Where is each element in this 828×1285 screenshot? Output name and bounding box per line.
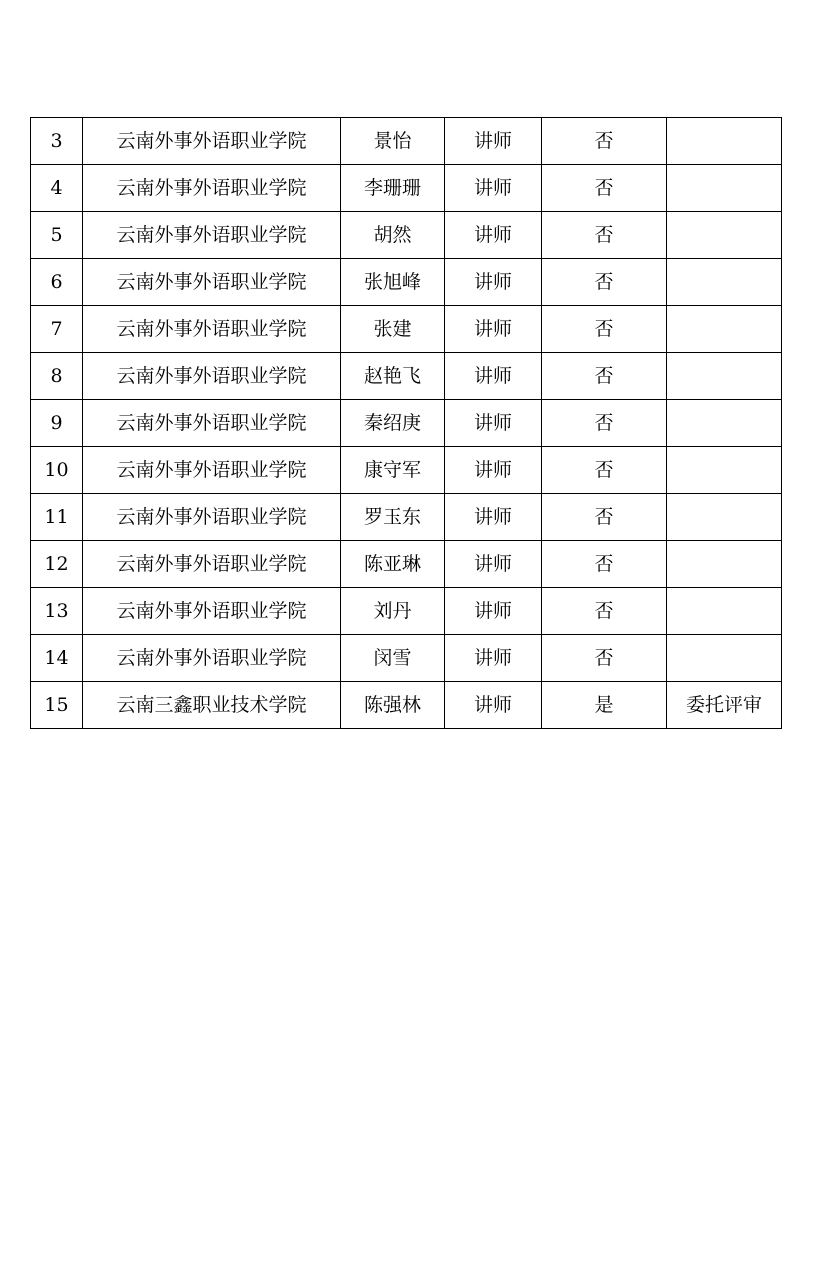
table-row <box>31 353 782 400</box>
flag-cell: 否 <box>542 541 667 588</box>
title-cell: 讲师 <box>445 259 542 306</box>
note-cell <box>667 259 782 306</box>
title-cell: 讲师 <box>445 682 542 729</box>
table-row <box>31 447 782 494</box>
school-cell: 云南外事外语职业学院 <box>83 541 341 588</box>
note-cell <box>667 212 782 259</box>
note-cell: 委托评审 <box>667 682 782 729</box>
school-cell: 云南外事外语职业学院 <box>83 212 341 259</box>
note-cell <box>667 306 782 353</box>
flag-cell: 否 <box>542 306 667 353</box>
table-row <box>31 165 782 212</box>
flag-cell: 否 <box>542 212 667 259</box>
note-cell <box>667 494 782 541</box>
flag-cell: 否 <box>542 494 667 541</box>
title-cell: 讲师 <box>445 494 542 541</box>
title-cell: 讲师 <box>445 635 542 682</box>
name-cell: 胡然 <box>341 212 445 259</box>
row-number-cell: 4 <box>31 165 83 212</box>
row-number-cell: 13 <box>31 588 83 635</box>
flag-cell: 否 <box>542 588 667 635</box>
school-cell: 云南外事外语职业学院 <box>83 306 341 353</box>
flag-cell: 否 <box>542 447 667 494</box>
row-number-cell: 7 <box>31 306 83 353</box>
table-row <box>31 118 782 165</box>
row-number-cell: 3 <box>31 118 83 165</box>
title-cell: 讲师 <box>445 447 542 494</box>
title-cell: 讲师 <box>445 588 542 635</box>
name-cell: 张建 <box>341 306 445 353</box>
row-number-cell: 15 <box>31 682 83 729</box>
name-cell: 陈强林 <box>341 682 445 729</box>
flag-cell: 否 <box>542 635 667 682</box>
school-cell: 云南外事外语职业学院 <box>83 635 341 682</box>
name-cell: 闵雪 <box>341 635 445 682</box>
name-cell: 陈亚琳 <box>341 541 445 588</box>
school-cell: 云南外事外语职业学院 <box>83 494 341 541</box>
title-cell: 讲师 <box>445 118 542 165</box>
name-cell: 刘丹 <box>341 588 445 635</box>
title-cell: 讲师 <box>445 212 542 259</box>
name-cell: 张旭峰 <box>341 259 445 306</box>
row-number-cell: 6 <box>31 259 83 306</box>
note-cell <box>667 165 782 212</box>
table-row <box>31 682 782 729</box>
name-cell: 罗玉东 <box>341 494 445 541</box>
note-cell <box>667 353 782 400</box>
row-number-cell: 8 <box>31 353 83 400</box>
school-cell: 云南外事外语职业学院 <box>83 588 341 635</box>
note-cell <box>667 447 782 494</box>
note-cell <box>667 635 782 682</box>
school-cell: 云南外事外语职业学院 <box>83 165 341 212</box>
name-cell: 康守军 <box>341 447 445 494</box>
school-cell: 云南外事外语职业学院 <box>83 447 341 494</box>
table-row <box>31 635 782 682</box>
title-cell: 讲师 <box>445 353 542 400</box>
name-cell: 李珊珊 <box>341 165 445 212</box>
table-row <box>31 541 782 588</box>
school-cell: 云南外事外语职业学院 <box>83 353 341 400</box>
name-cell: 赵艳飞 <box>341 353 445 400</box>
name-cell: 景怡 <box>341 118 445 165</box>
flag-cell: 否 <box>542 400 667 447</box>
table-row <box>31 259 782 306</box>
note-cell <box>667 541 782 588</box>
flag-cell: 是 <box>542 682 667 729</box>
row-number-cell: 10 <box>31 447 83 494</box>
row-number-cell: 12 <box>31 541 83 588</box>
school-cell: 云南三鑫职业技术学院 <box>83 682 341 729</box>
title-cell: 讲师 <box>445 165 542 212</box>
roster-table <box>30 117 782 729</box>
row-number-cell: 14 <box>31 635 83 682</box>
flag-cell: 否 <box>542 118 667 165</box>
flag-cell: 否 <box>542 353 667 400</box>
roster-table-body <box>31 118 782 729</box>
note-cell <box>667 118 782 165</box>
row-number-cell: 9 <box>31 400 83 447</box>
name-cell: 秦绍庚 <box>341 400 445 447</box>
school-cell: 云南外事外语职业学院 <box>83 118 341 165</box>
title-cell: 讲师 <box>445 541 542 588</box>
note-cell <box>667 588 782 635</box>
title-cell: 讲师 <box>445 306 542 353</box>
note-cell <box>667 400 782 447</box>
flag-cell: 否 <box>542 259 667 306</box>
title-cell: 讲师 <box>445 400 542 447</box>
table-row <box>31 400 782 447</box>
school-cell: 云南外事外语职业学院 <box>83 259 341 306</box>
row-number-cell: 11 <box>31 494 83 541</box>
table-row <box>31 588 782 635</box>
table-row <box>31 306 782 353</box>
flag-cell: 否 <box>542 165 667 212</box>
row-number-cell: 5 <box>31 212 83 259</box>
school-cell: 云南外事外语职业学院 <box>83 400 341 447</box>
table-row <box>31 212 782 259</box>
table-row <box>31 494 782 541</box>
